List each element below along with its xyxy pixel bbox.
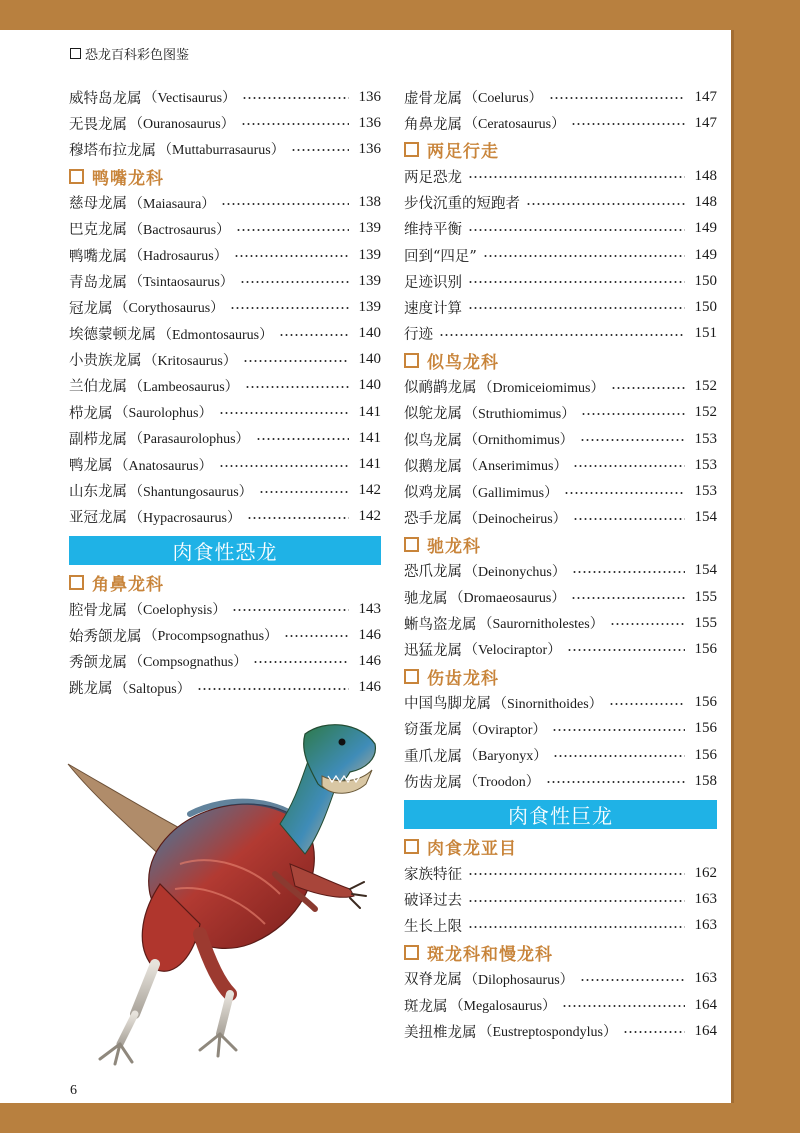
entry-latin-name: （Lambeosaurus） [129,379,239,395]
dot-leader [439,334,685,336]
toc-entry [404,110,717,136]
entry-latin-name: （Maiasaura） [129,196,216,212]
entry-page-number: 156 [694,640,717,657]
dot-leader [219,465,350,467]
entry-page-number: 136 [358,114,381,131]
toc-entry [69,504,381,530]
toc-entry [404,768,717,794]
toc-left-column [69,84,381,701]
dot-leader [580,439,685,441]
entry-name: 始秀颌龙属 [69,628,142,645]
entry-latin-name: （Compsognathus） [129,655,248,671]
toc-entry [69,84,381,110]
entry-latin-name: （Edmontosaurus） [158,327,274,343]
toc-entry [69,622,381,648]
entry-latin-name: （Ouranosaurus） [129,117,235,133]
entry-page-number: 152 [694,378,717,395]
toc-entry [404,610,717,636]
toc-entry [404,690,717,716]
entry-name: 恐爪龙属 [404,564,462,581]
section-heading [69,163,381,190]
entry-latin-name: （Saurornitholestes） [478,617,604,633]
dot-leader [572,571,685,573]
entry-page-number: 147 [694,88,717,105]
toc-entry [404,716,717,742]
entry-name: 穆塔布拉龙属 [69,142,156,159]
dot-leader [242,97,349,99]
entry-latin-name: （Corythosaurus） [114,301,225,317]
entry-page-number: 154 [694,562,717,579]
toc-entry [69,648,381,674]
chapter-banner: 肉食性巨龙 [404,800,717,829]
entry-name: 驰龙属 [404,590,448,607]
checkbox-square-icon [69,575,84,590]
entry-latin-name: （Megalosaurus） [449,999,557,1015]
dot-leader [253,661,349,663]
entry-page-number: 158 [694,772,717,789]
dot-leader [284,635,349,637]
entry-name: 山东龙属 [69,484,127,501]
entry-page-number: 142 [358,508,381,525]
entry-name: 秀颌龙属 [69,654,127,671]
toc-entry [404,584,717,610]
dot-leader [526,203,685,205]
entry-page-number: 163 [694,970,717,987]
section-heading-text: 角鼻龙科 [92,575,164,595]
section-heading [404,136,717,163]
dot-leader [571,123,685,125]
toc-entry [404,321,717,347]
toc-entry [69,675,381,701]
dot-leader [243,360,349,362]
dot-leader [611,387,686,389]
entry-page-number: 139 [358,220,381,237]
entry-name: 青岛龙属 [69,274,127,291]
dot-leader [571,597,685,599]
entry-page-number: 136 [358,88,381,105]
checkbox-square-icon [70,48,81,59]
checkbox-square-icon [404,669,419,684]
dot-leader [564,492,685,494]
entry-latin-name: （Dilophosaurus） [464,972,574,988]
toc-entry [404,294,717,320]
entry-page-number: 140 [358,325,381,342]
dot-leader [623,1031,685,1033]
entry-name: 亚冠龙属 [69,510,127,527]
entry-name: 栉龙属 [69,405,113,422]
entry-name: 足迹识别 [404,274,462,291]
entry-latin-name: （Deinonychus） [464,564,566,580]
entry-page-number: 164 [694,1022,717,1039]
toc-entry [69,321,381,347]
entry-latin-name: （Sinornithoides） [493,696,603,712]
entry-page-number: 138 [358,194,381,211]
entry-latin-name: （Oviraptor） [464,722,547,738]
toc-entry [404,190,717,216]
dot-leader [291,149,349,151]
entry-latin-name: （Dromaeosaurus） [449,591,566,607]
entry-latin-name: （Coelurus） [464,91,543,107]
entry-latin-name: （Coelophysis） [129,603,227,619]
entry-page-number: 153 [694,430,717,447]
entry-page-number: 156 [694,746,717,763]
toc-entry [69,347,381,373]
entry-name: 似鹅龙属 [404,458,462,475]
entry-page-number: 154 [694,509,717,526]
entry-page-number: 136 [358,140,381,157]
entry-page-number: 156 [694,694,717,711]
toc-entry [404,452,717,478]
dot-leader [468,926,685,928]
entry-name: 破译过去 [404,893,462,910]
section-heading-text: 似鸟龙科 [427,352,499,373]
running-header [70,44,189,63]
chapter-banner: 肉食性恐龙 [69,536,381,565]
dot-leader [234,255,349,257]
entry-latin-name: （Bactrosaurus） [129,222,231,238]
toc-entry [404,374,717,400]
section-heading [69,569,381,596]
dot-leader [562,1005,685,1007]
entry-name: 迅猛龙属 [404,642,462,659]
toc-entry [69,425,381,451]
entry-name: 似鸵龙属 [404,406,462,423]
dot-leader [468,176,685,178]
entry-name: 两足恐龙 [404,169,462,186]
dot-leader [232,609,349,611]
entry-page-number: 163 [694,917,717,934]
section-heading [404,531,717,558]
entry-page-number: 155 [694,614,717,631]
dot-leader [483,255,685,257]
dot-leader [549,97,685,99]
entry-name: 家族特征 [404,866,462,883]
dot-leader [468,229,685,231]
toc-entry [404,426,717,452]
toc-entry [69,136,381,162]
entry-page-number: 148 [694,167,717,184]
toc-entry [404,636,717,662]
entry-latin-name: （Procompsognathus） [143,629,279,645]
entry-page-number: 155 [694,588,717,605]
entry-name: 副栉龙属 [69,431,127,448]
entry-page-number: 149 [694,220,717,237]
toc-entry [404,992,717,1018]
entry-page-number: 139 [358,298,381,315]
dot-leader [468,873,685,875]
entry-name: 腔骨龙属 [69,602,127,619]
section-heading-text: 驰龙科 [427,536,481,557]
entry-name: 双脊龙属 [404,972,462,989]
toc-entry [404,505,717,531]
dot-leader [259,491,349,493]
dot-leader [219,412,350,414]
entry-page-number: 150 [694,272,717,289]
toc-entry [404,163,717,189]
entry-name: 步伐沉重的短跑者 [404,196,520,213]
section-heading [404,663,717,690]
entry-name: 无畏龙属 [69,116,127,133]
entry-latin-name: （Anatosaurus） [114,458,213,474]
entry-name: 速度计算 [404,300,462,317]
entry-page-number: 149 [694,246,717,263]
toc-entry [404,84,717,110]
dot-leader [552,729,685,731]
dot-leader [230,307,349,309]
entry-page-number: 153 [694,456,717,473]
entry-page-number: 162 [694,864,717,881]
dot-leader [247,517,349,519]
entry-page-number: 141 [358,429,381,446]
dot-leader [573,518,685,520]
dot-leader [609,703,685,705]
checkbox-square-icon [404,353,419,368]
entry-name: 小贵族龙属 [69,353,142,370]
entry-latin-name: （Hadrosaurus） [129,249,228,265]
toc-entry [404,966,717,992]
checkbox-square-icon [404,945,419,960]
dot-leader [240,281,349,283]
entry-name: 生长上限 [404,919,462,936]
dot-leader [567,649,685,651]
toc-entry [69,242,381,268]
entry-page-number: 142 [358,482,381,499]
toc-entry [404,478,717,504]
entry-latin-name: （Dromiceiomimus） [478,380,605,396]
section-heading-text: 肉食龙亚目 [427,839,517,860]
entry-latin-name: （Anserimimus） [464,459,568,475]
entry-name: 似鸟龙属 [404,432,462,449]
checkbox-square-icon [69,169,84,184]
entry-page-number: 153 [694,483,717,500]
page-frame-right [731,0,800,1133]
entry-latin-name: （Vectisaurus） [143,91,237,107]
entry-name: 蜥鸟盗龙属 [404,616,477,633]
entry-latin-name: （Baryonyx） [464,749,548,765]
toc-entry [404,242,717,268]
book-title: 恐龙百科彩色图鉴 [85,48,190,63]
entry-latin-name: （Kritosaurus） [143,353,237,369]
entry-name: 虚骨龙属 [404,90,462,107]
dot-leader [553,755,685,757]
entry-name: 维持平衡 [404,222,462,239]
entry-page-number: 139 [358,272,381,289]
entry-page-number: 146 [358,679,381,696]
page-frame-bottom [0,1103,800,1133]
entry-latin-name: （Velociraptor） [464,643,562,659]
section-heading-text: 两足行走 [427,142,499,163]
entry-name: 回到“四足” [404,248,477,265]
entry-name: 中国鸟脚龙属 [404,696,491,713]
entry-name: 重爪龙属 [404,748,462,765]
entry-name: 兰伯龙属 [69,379,127,396]
entry-page-number: 139 [358,246,381,263]
entry-name: 角鼻龙属 [404,116,462,133]
section-heading-text: 伤齿龙科 [427,668,499,689]
entry-page-number: 146 [358,626,381,643]
entry-page-number: 152 [694,404,717,421]
entry-name: 跳龙属 [69,681,113,698]
dot-leader [573,465,685,467]
toc-entry [69,268,381,294]
page-frame-top [0,0,800,30]
entry-name: 冠龙属 [69,300,113,317]
entry-name: 埃德蒙顿龙属 [69,327,156,344]
section-heading [404,833,717,860]
toc-entry [69,596,381,622]
toc-entry [69,373,381,399]
entry-name: 窃蛋龙属 [404,722,462,739]
entry-page-number: 140 [358,351,381,368]
checkbox-square-icon [404,142,419,157]
entry-latin-name: （Tsintaosaurus） [129,275,234,291]
entry-name: 伤齿龙属 [404,774,462,791]
entry-name: 威特岛龙属 [69,90,142,107]
entry-name: 恐手龙属 [404,511,462,528]
entry-latin-name: （Gallimimus） [464,485,559,501]
toc-entry [404,887,717,913]
entry-name: 美扭椎龙属 [404,1024,477,1041]
dot-leader [221,203,349,205]
entry-latin-name: （Hypacrosaurus） [129,510,241,526]
entry-page-number: 147 [694,114,717,131]
checkbox-square-icon [404,839,419,854]
entry-name: 鸭龙属 [69,458,113,475]
toc-entry [69,399,381,425]
toc-entry [69,190,381,216]
entry-latin-name: （Troodon） [464,775,540,791]
toc-entry [69,110,381,136]
toc-entry [404,742,717,768]
entry-page-number: 141 [358,456,381,473]
entry-latin-name: （Ornithomimus） [464,433,574,449]
toc-entry [404,216,717,242]
entry-name: 慈母龙属 [69,196,127,213]
toc-entry [69,478,381,504]
toc-entry [404,860,717,886]
toc-entry [404,268,717,294]
dot-leader [279,334,349,336]
entry-page-number: 164 [694,996,717,1013]
dot-leader [468,281,685,283]
entry-page-number: 140 [358,377,381,394]
dot-leader [241,123,349,125]
entry-name: 鸭嘴龙属 [69,248,127,265]
entry-latin-name: （Saltopus） [114,681,191,697]
entry-page-number: 163 [694,891,717,908]
dinosaur-raptor-illustration [60,714,380,1069]
toc-right-column [404,84,717,1044]
dot-leader [468,307,685,309]
section-heading-text: 斑龙科和慢龙科 [427,944,553,965]
dot-leader [581,413,685,415]
dot-leader [610,623,685,625]
entry-name: 巴克龙属 [69,222,127,239]
entry-latin-name: （Saurolophus） [114,406,213,422]
entry-name: 斑龙属 [404,998,448,1015]
entry-name: 行迹 [404,327,433,344]
entry-page-number: 143 [358,600,381,617]
entry-latin-name: （Shantungosaurus） [129,484,253,500]
entry-page-number: 151 [694,325,717,342]
entry-page-number: 150 [694,298,717,315]
entry-name: 似鸡龙属 [404,485,462,502]
toc-entry [404,1018,717,1044]
entry-latin-name: （Parasaurolophus） [129,432,250,448]
dot-leader [256,438,349,440]
dot-leader [245,386,349,388]
dot-leader [468,900,685,902]
toc-entry [404,400,717,426]
entry-latin-name: （Deinocheirus） [464,511,567,527]
entry-page-number: 148 [694,194,717,211]
entry-latin-name: （Ceratosaurus） [464,117,566,133]
checkbox-square-icon [404,537,419,552]
toc-entry [69,451,381,477]
entry-latin-name: （Struthiomimus） [464,406,576,422]
dot-leader [546,781,685,783]
entry-latin-name: （Muttaburrasaurus） [158,143,285,159]
dot-leader [197,688,349,690]
toc-entry [69,216,381,242]
entry-page-number: 146 [358,652,381,669]
page-number: 6 [70,1083,77,1098]
section-heading-text: 鸭嘴龙科 [92,168,164,189]
section-heading [404,347,717,374]
entry-latin-name: （Eustreptospondylus） [478,1025,617,1041]
dot-leader [236,229,349,231]
entry-page-number: 141 [358,403,381,420]
entry-page-number: 156 [694,720,717,737]
toc-entry [69,294,381,320]
entry-name: 似鸸鹋龙属 [404,380,477,397]
section-heading [404,939,717,966]
dot-leader [580,979,685,981]
toc-entry [404,558,717,584]
toc-entry [404,913,717,939]
